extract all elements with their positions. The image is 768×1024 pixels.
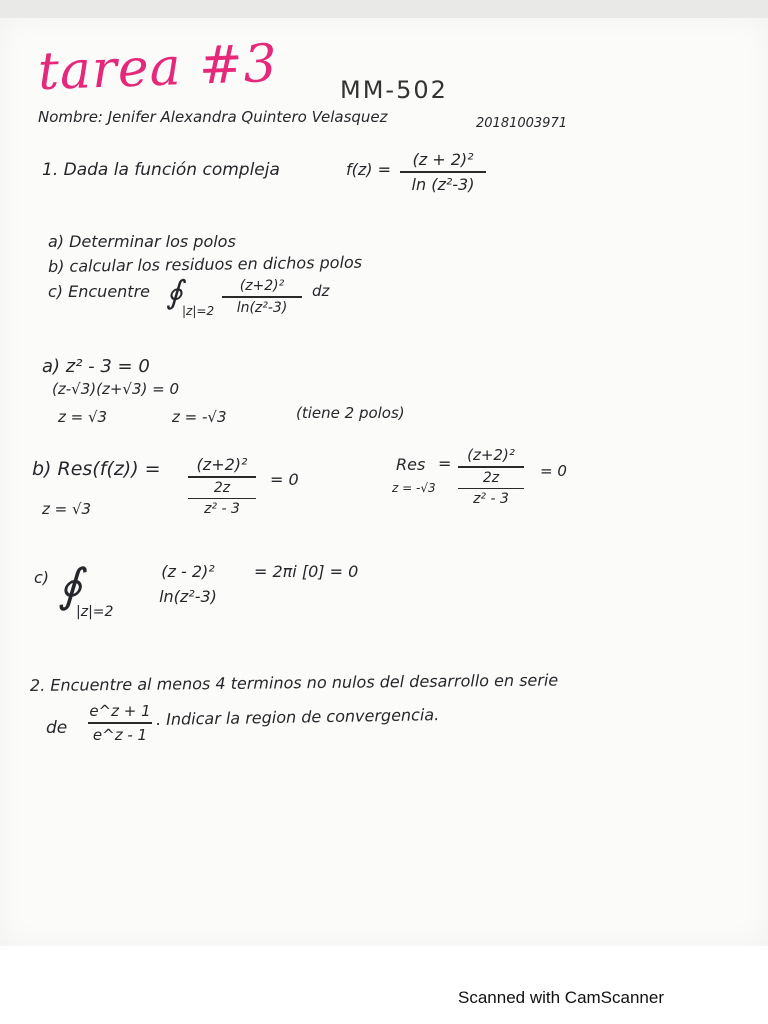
- fraction-bar: [188, 476, 256, 478]
- solution-c-contour-sub: |z|=2: [76, 604, 114, 620]
- contour-integral-icon: ∮: [166, 273, 183, 311]
- problem2-num: e^z + 1: [89, 702, 151, 720]
- solution-a-z2: z = -√3: [172, 408, 227, 426]
- solution-b-fraction: [188, 455, 256, 517]
- solution-b-res2-num: (z+2)²: [467, 446, 515, 464]
- contour-integral-icon: ∮: [58, 558, 82, 612]
- problem1-f-num: (z + 2)²: [412, 150, 474, 169]
- solution-b-res2-equals-zero: = 0: [540, 462, 567, 480]
- fraction-bar: [400, 171, 486, 173]
- fraction-bar: [140, 583, 236, 585]
- solution-c-den: ln(z²-3): [159, 586, 217, 606]
- problem1-f-lhs: f(z) =: [346, 160, 392, 179]
- problem1-part-c: c) Encuentre: [48, 282, 150, 301]
- problem2-line2: . Indicar la region de convergencia.: [155, 705, 440, 729]
- fraction-bar: [222, 296, 302, 298]
- problem1-c-num: (z+2)²: [239, 278, 285, 294]
- solution-b-res2-inner-den: z² - 3: [473, 491, 509, 507]
- problem1-part-b: b) calcular los residuos en dichos polos: [47, 252, 363, 276]
- problem1-intro: 1. Dada la función compleja: [42, 160, 280, 180]
- problem2-de: de: [46, 718, 68, 738]
- solution-b-inner-den: z² - 3: [204, 501, 240, 517]
- course-code: MM-502: [340, 76, 448, 104]
- solution-b-label: b) Res(f(z)) =: [32, 458, 161, 480]
- solution-a-note: (tiene 2 polos): [296, 404, 405, 422]
- student-id: 20181003971: [476, 116, 567, 131]
- problem1-c-den: ln(z²-3): [236, 299, 288, 316]
- problem2-line1: 2. Encuentre al menos 4 terminos no nulos del desarrollo en serie: [29, 670, 559, 695]
- solution-c-result: = 2πi [0] = 0: [254, 562, 359, 581]
- solution-b-inner-num: 2z: [213, 479, 231, 496]
- solution-b-res2-z: z = -√3: [392, 481, 436, 495]
- problem1-contour-sub: |z|=2: [182, 304, 215, 318]
- student-name: Nombre: Jenifer Alexandra Quintero Velasquez: [38, 108, 388, 126]
- page-title: tarea #3: [37, 33, 279, 103]
- fraction-bar: [458, 466, 524, 468]
- scanned-page: [0, 18, 768, 946]
- solution-b-equals-zero: = 0: [270, 470, 299, 489]
- solution-b-z-value: z = √3: [42, 500, 92, 518]
- problem2-den: e^z - 1: [92, 725, 148, 744]
- solution-b-res2-eq: =: [438, 454, 452, 473]
- fraction-bar: [88, 722, 152, 724]
- problem1-c-dz: dz: [312, 282, 330, 300]
- solution-a-line1: a) z² - 3 = 0: [42, 356, 150, 377]
- fraction-bar: [458, 488, 524, 490]
- solution-c-fraction: [140, 562, 236, 606]
- problem2-fraction: [88, 702, 152, 744]
- problem1-part-a: a) Determinar los polos: [48, 232, 236, 251]
- solution-b-res2-label: Res: [396, 455, 426, 474]
- solution-a-z1: z = √3: [58, 408, 108, 426]
- solution-b-res2-inner-num: 2z: [482, 469, 500, 486]
- solution-b-res2-fraction: [458, 446, 524, 507]
- solution-c-num: (z - 2)²: [161, 562, 215, 581]
- problem1-c-fraction: [222, 278, 302, 316]
- problem1-fraction: [400, 150, 486, 194]
- solution-c-label: c): [34, 568, 50, 587]
- fraction-bar: [188, 498, 256, 500]
- problem1-f-den: ln (z²-3): [411, 174, 475, 194]
- solution-b-num: (z+2)²: [196, 455, 248, 474]
- footer-strip: [0, 946, 768, 1024]
- solution-a-line2: (z-√3)(z+√3) = 0: [52, 380, 179, 398]
- camscanner-watermark: Scanned with CamScanner: [458, 988, 665, 1007]
